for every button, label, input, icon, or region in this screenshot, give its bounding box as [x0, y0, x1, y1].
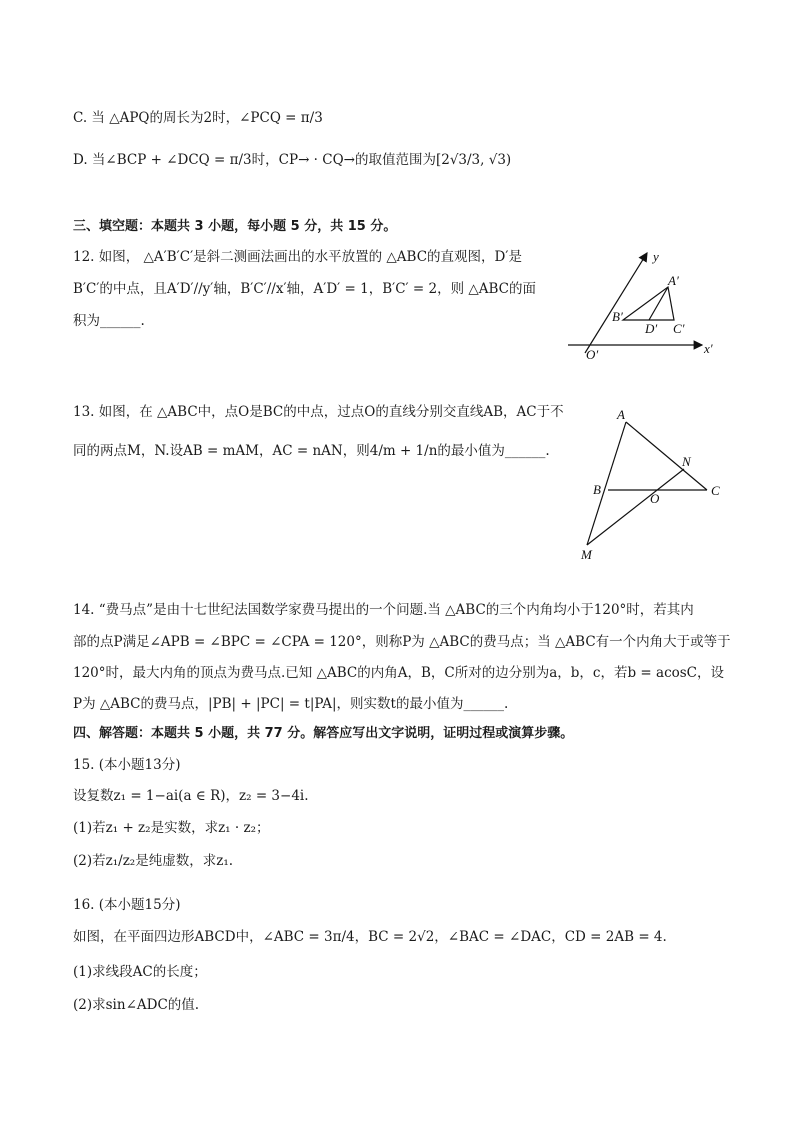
q14-line3: 120°时，最大内角的顶点为费马点.已知 △ABC的内角A，B，C所对的边分别为a，b，c，若b = acosC，设 [73, 665, 725, 681]
label-x-prime: x′ [704, 341, 713, 356]
q13-line2: 同的两点M，N.设AB = mAM，AC = nAN，则4/m + 1/n的最小值为______. [73, 443, 550, 459]
q13-figure [570, 402, 730, 567]
section4-heading: 四、解答题：本题共 5 小题，共 77 分。解答应写出文字说明，证明过程或演算步骤。 [73, 726, 574, 741]
q12-line1: 12. 如图， △A′B′C′是斜二测画法画出的水平放置的 △ABC的直观图，D′是 [73, 249, 522, 265]
segment-a-d-prime [649, 287, 668, 320]
q16-part2: (2)求sin∠ADC的值. [73, 997, 200, 1013]
label-c-prime: C′ [673, 321, 685, 336]
label-c: C [711, 483, 720, 498]
q12-line3: 积为______. [73, 313, 145, 329]
label-y: y [653, 249, 659, 264]
label-o-prime: O′ [586, 347, 599, 362]
section3-heading: 三、填空题：本题共 3 小题，每小题 5 分，共 15 分。 [73, 219, 397, 234]
y-axis [585, 253, 647, 353]
q14-line2: 部的点P满足∠APB = ∠BPC = ∠CPA = 120°，则称P为 △ABC的费马点；当 △ABC有一个内角大于或等于 [73, 634, 731, 650]
q15-part2: (2)若z₁/z₂是纯虚数，求z₁. [73, 853, 234, 869]
label-b-prime: B′ [612, 309, 623, 324]
label-o: O [650, 491, 660, 506]
q14-line1: 14. “费马点”是由十七世纪法国数学家费马提出的一个问题.当 △ABC的三个内角均小于120°时，若其内 [73, 602, 694, 618]
label-b: B [593, 482, 601, 497]
q12-figure [560, 245, 730, 365]
q15-part1: (1)若z₁ + z₂是实数，求z₁ · z₂； [73, 820, 270, 836]
label-m: M [581, 547, 592, 562]
label-d-prime: D′ [645, 321, 658, 336]
label-a-prime: A′ [668, 273, 679, 288]
q15-title: 15. (本小题13分) [73, 757, 181, 773]
q14-line4: P为 △ABC的费马点，|PB| + |PC| = t|PA|，则实数t的最小值为______. [73, 696, 509, 712]
q12-line2: B′C′的中点，且A′D′//y′轴，B′C′//x′轴，A′D′ = 1，B′C′ = 2，则 △ABC的面 [73, 281, 537, 297]
q13-line1: 13. 如图，在 △ABC中，点O是BC的中点，过点O的直线分别交直线AB，AC于不 [73, 404, 564, 420]
q16-part1: (1)求线段AC的长度； [73, 964, 207, 980]
triangle-a-b-c-prime [623, 287, 674, 320]
label-a: A [617, 407, 625, 422]
q15-stem: 设复数z₁ = 1−ai(a ∈ R)，z₂ = 3−4i. [73, 788, 309, 804]
option-c: C. 当 △APQ的周长为2时，∠PCQ = π/3 [73, 110, 323, 126]
q16-title: 16. (本小题15分) [73, 897, 181, 913]
option-d: D. 当∠BCP + ∠DCQ = π/3时，CP→ · CQ→的取值范围为[2√3/3, √3) [73, 152, 512, 168]
label-n: N [682, 454, 691, 469]
q16-stem: 如图，在平面四边形ABCD中，∠ABC = 3π/4，BC = 2√2，∠BAC = ∠DAC，CD = 2AB = 4. [73, 929, 667, 945]
